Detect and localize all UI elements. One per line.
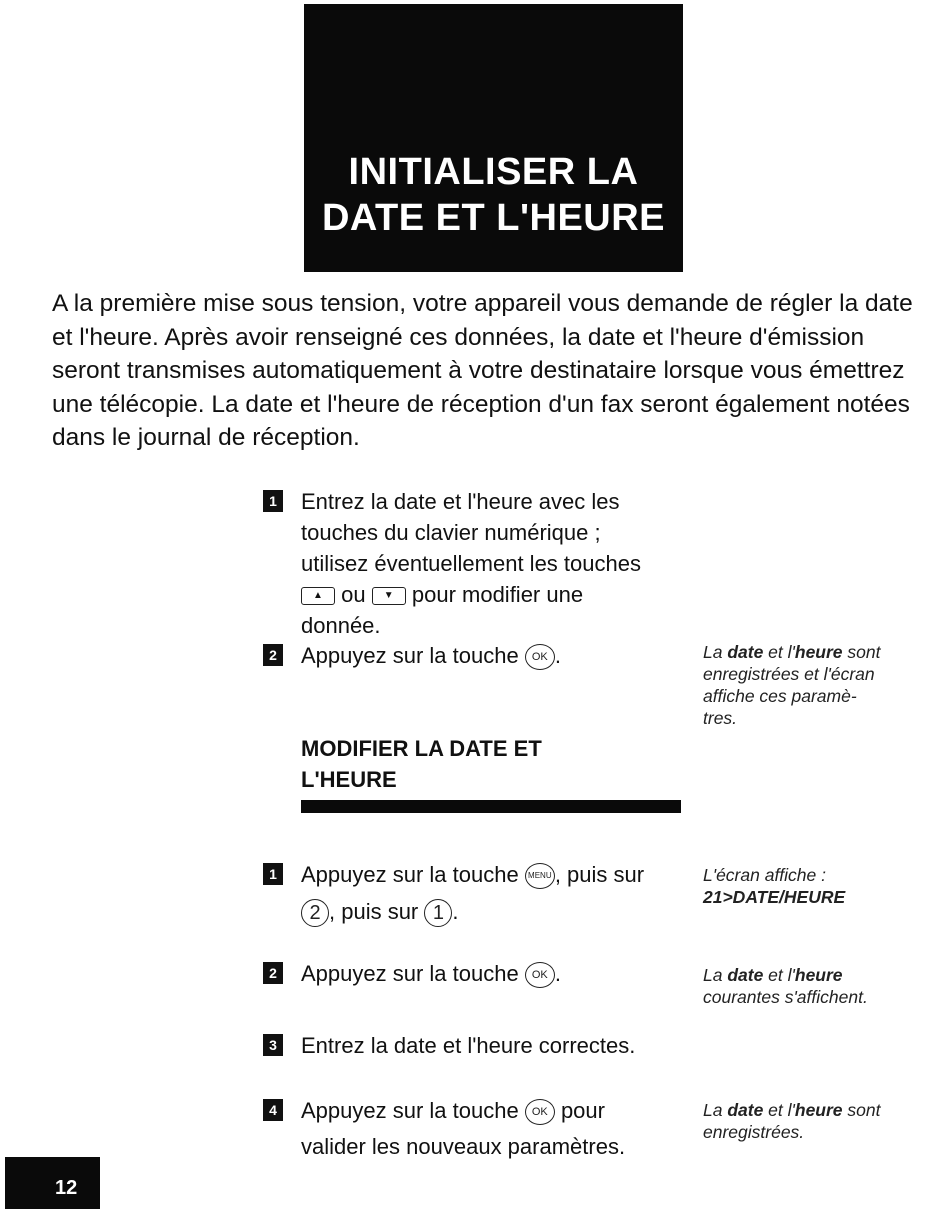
note-line: L'écran affiche :	[703, 865, 826, 885]
step-line: Entrez la date et l'heure avec les	[301, 489, 620, 514]
step-number-badge: 3	[263, 1034, 283, 1056]
ok-key-icon: OK	[525, 1099, 555, 1125]
step-number-badge: 1	[263, 863, 283, 885]
subsection-heading	[301, 733, 681, 795]
page-number: 12	[55, 1177, 78, 1199]
step-line: touches du clavier numérique ;	[301, 520, 601, 545]
digit-2-key-icon: 2	[301, 899, 329, 927]
step-line: Appuyez sur la touche MENU , puis sur	[301, 859, 644, 890]
note-line: enregistrées.	[703, 1122, 805, 1142]
ok-key-icon: OK	[525, 962, 555, 988]
note-line: affiche ces paramè-	[703, 686, 857, 706]
chapter-title-line1: INITIALISER LA	[348, 151, 639, 193]
menu-key-icon: MENU	[525, 863, 555, 889]
step-line: Appuyez sur la touche OK pour	[301, 1095, 625, 1126]
step-text	[301, 640, 561, 671]
subsection-heading-line2: L'HEURE	[301, 767, 397, 792]
mod-note-4	[703, 1099, 880, 1143]
note-line: enregistrées et l'écran	[703, 664, 875, 684]
step-label: Appuyez sur la touche	[301, 643, 519, 668]
step-line: 2 , puis sur 1 .	[301, 896, 644, 927]
note-line: tres.	[703, 708, 738, 728]
section-rule	[301, 800, 681, 813]
chapter-title-line2: DATE ET L'HEURE	[321, 197, 666, 239]
step-number-badge: 2	[263, 644, 283, 666]
mod-note-1	[703, 864, 845, 908]
step-text	[301, 859, 644, 927]
up-arrow-key-icon: ▲	[301, 587, 335, 605]
step-text-end: pour modifier une	[411, 582, 584, 607]
chapter-title-box	[304, 4, 683, 272]
init-note	[703, 641, 880, 729]
mod-note-2	[703, 964, 868, 1008]
step-number-badge: 2	[263, 962, 283, 984]
note-line: La date et l'heure sont	[703, 1100, 881, 1120]
step-text	[301, 486, 641, 641]
step-text: Entrez la date et l'heure correctes.	[301, 1033, 636, 1058]
step-text: Appuyez sur la touche OK .	[301, 958, 561, 989]
intro-paragraph: A la première mise sous tension, votre appareil vous demande de régler la date et l'heure. Après avoir renseigné ces données, la date et l'heure d'émission seront transmises automatiquement à votre destinataire lorsque vous émettrez une télécopie. La date et l'heure de réception d'un fax seront également notées dans le journal de réception.	[52, 290, 913, 451]
step-number-badge: 4	[263, 1099, 283, 1121]
ok-key-icon: OK	[525, 644, 555, 670]
step-number-badge: 1	[263, 490, 283, 512]
note-line: La date et l'heure	[703, 965, 843, 985]
down-arrow-key-icon: ▼	[372, 587, 406, 605]
digit-1-key-icon: 1	[424, 899, 452, 927]
note-line: courantes s'affichent.	[703, 987, 868, 1007]
step-text-or: ou	[341, 582, 366, 607]
page-number-box	[5, 1157, 100, 1209]
subsection-heading-line1: MODIFIER LA DATE ET	[301, 736, 542, 761]
step-line	[301, 579, 641, 610]
note-line: La date et l'heure sont	[703, 642, 881, 662]
step-end: .	[554, 643, 561, 668]
step-line: valider les nouveaux paramètres.	[301, 1134, 626, 1159]
step-line: utilisez éventuellement les touches	[301, 551, 641, 576]
step-line: donnée.	[301, 613, 381, 638]
note-screen-text: 21>DATE/HEURE	[703, 887, 846, 907]
step-text	[301, 1095, 625, 1162]
